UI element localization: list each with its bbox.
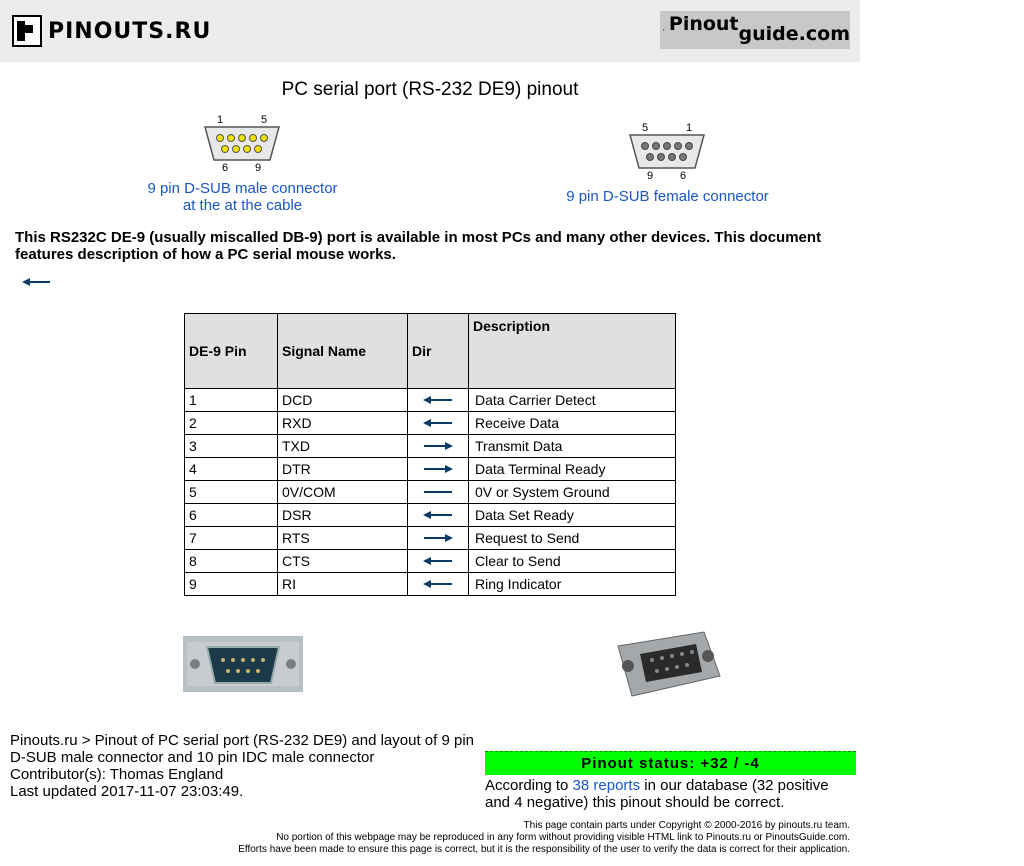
- table-row: [185, 412, 676, 435]
- copyright-line: No portion of this webpage may be reproduced in any form without providing visible HTML link to Pinouts.ru or PinoutsGuide.com.: [276, 832, 850, 843]
- pin-number-cell: 1: [185, 389, 278, 412]
- table-row: [185, 527, 676, 550]
- pin-label: 9: [646, 170, 654, 182]
- female-connector-diagram: [625, 120, 709, 182]
- arrow-left-icon: [423, 576, 453, 592]
- arrow-right-icon: [423, 461, 453, 477]
- direction-cell: [408, 550, 469, 573]
- arrow-left-icon: [423, 553, 453, 569]
- pin-label: 9: [254, 162, 262, 174]
- signal-name-cell: DTR: [278, 458, 408, 481]
- status-text-before: According to: [485, 777, 573, 794]
- direction-cell: [408, 527, 469, 550]
- arrow-right-icon: [423, 438, 453, 454]
- signal-name-cell: TXD: [278, 435, 408, 458]
- description-cell: Request to Send: [469, 527, 676, 550]
- direction-cell: [408, 458, 469, 481]
- male-connector-label[interactable]: [120, 180, 365, 214]
- intro-text: This RS232C DE-9 (usually miscalled DB-9) port is available in most PCs and many other devices. This document features description of how a PC serial mouse works.: [15, 229, 822, 263]
- partner-name-2: guide.com: [738, 23, 850, 45]
- pin-label: 6: [221, 162, 229, 174]
- description-cell: Ring Indicator: [469, 573, 676, 596]
- table-row: [185, 458, 676, 481]
- back-arrow-icon[interactable]: [22, 275, 52, 293]
- male-connector-photo: [183, 636, 303, 692]
- direction-cell: [408, 573, 469, 596]
- partner-name-1: Pinout: [668, 13, 739, 35]
- description-cell: Clear to Send: [469, 550, 676, 573]
- table-header-row: [185, 314, 676, 389]
- arrow-left-icon: [423, 507, 453, 523]
- pin-number-cell: 4: [185, 458, 278, 481]
- site-name: PINOUTS.RU: [48, 18, 212, 44]
- pinouts-logo[interactable]: [12, 15, 211, 47]
- reports-link[interactable]: 38 reports: [572, 777, 641, 794]
- pin-number-cell: 2: [185, 412, 278, 435]
- pin-number-cell: 8: [185, 550, 278, 573]
- table-row: [185, 550, 676, 573]
- description-cell: Data Set Ready: [469, 504, 676, 527]
- status-description: [485, 777, 856, 811]
- table-row: [185, 481, 676, 504]
- direction-cell: [408, 389, 469, 412]
- direction-cell: [408, 435, 469, 458]
- male-connector-diagram: [200, 112, 284, 174]
- signal-name-cell: DCD: [278, 389, 408, 412]
- pin-number-cell: 7: [185, 527, 278, 550]
- arrow-left-icon: [423, 415, 453, 431]
- description-cell: Data Carrier Detect: [469, 389, 676, 412]
- pin-number-cell: 9: [185, 573, 278, 596]
- pin-number-cell: 6: [185, 504, 278, 527]
- male-label-line2[interactable]: at the at the cable: [182, 197, 303, 214]
- page-title: PC serial port (RS-232 DE9) pinout: [281, 79, 579, 100]
- table-row: [185, 389, 676, 412]
- signal-name-cell: RTS: [278, 527, 408, 550]
- pinoutguide-logo[interactable]: [660, 11, 850, 49]
- pinout-status-badge: Pinout status: +32 / -4: [485, 751, 856, 775]
- signal-name-cell: RXD: [278, 412, 408, 435]
- pin-label: 6: [679, 170, 687, 182]
- copyright-notice: [200, 820, 850, 856]
- arrow-right-icon: [423, 530, 453, 546]
- pin-number-cell: 3: [185, 435, 278, 458]
- direction-cell: [408, 504, 469, 527]
- female-connector-photo: [612, 628, 722, 704]
- last-updated: Last updated 2017-11-07 23:03:49.: [10, 783, 244, 800]
- pin-number-cell: 5: [185, 481, 278, 504]
- direction-cell: [408, 481, 469, 504]
- col-header-signal: Signal Name: [278, 314, 408, 389]
- arrow-left-icon: [423, 392, 453, 408]
- signal-name-cell: DSR: [278, 504, 408, 527]
- pin-label: 5: [641, 122, 649, 134]
- page-footer-info: [10, 732, 480, 800]
- pinout-table: [184, 313, 676, 596]
- table-row: [185, 504, 676, 527]
- signal-name-cell: CTS: [278, 550, 408, 573]
- female-connector-label[interactable]: 9 pin D-SUB female connector: [566, 188, 769, 205]
- male-label-line1[interactable]: 9 pin D-SUB male connector: [147, 180, 338, 197]
- logo-icon: [12, 15, 42, 47]
- signal-name-cell: RI: [278, 573, 408, 596]
- description-cell: Receive Data: [469, 412, 676, 435]
- pin-label: 1: [685, 122, 693, 134]
- status-text-after: in our database (32 positive and 4 negative) this pinout should be correct.: [485, 777, 829, 811]
- line-icon: [423, 484, 453, 500]
- direction-cell: [408, 412, 469, 435]
- description-cell: 0V or System Ground: [469, 481, 676, 504]
- breadcrumb[interactable]: Pinouts.ru > Pinout of PC serial port (RS-232 DE9) and layout of 9 pin D-SUB male connector and 10 pin IDC male connector: [10, 732, 474, 766]
- copyright-line: This page contain parts under Copyright © 2000-2016 by pinouts.ru team.: [523, 820, 850, 831]
- col-header-dir: Dir: [408, 314, 469, 389]
- signal-name-cell: 0V/COM: [278, 481, 408, 504]
- col-header-description: Description: [469, 314, 676, 389]
- contributors: Contributor(s): Thomas England: [10, 766, 224, 783]
- table-row: [185, 573, 676, 596]
- description-cell: Transmit Data: [469, 435, 676, 458]
- pin-label: 5: [260, 114, 268, 126]
- logo-icon: [663, 14, 665, 46]
- copyright-line: Efforts have been made to ensure this page is correct, but it is the responsibility of the user to verify the data is correct for their application.: [238, 844, 850, 855]
- pin-label: 1: [216, 114, 224, 126]
- col-header-pin: DE-9 Pin: [185, 314, 278, 389]
- table-row: [185, 435, 676, 458]
- description-cell: Data Terminal Ready: [469, 458, 676, 481]
